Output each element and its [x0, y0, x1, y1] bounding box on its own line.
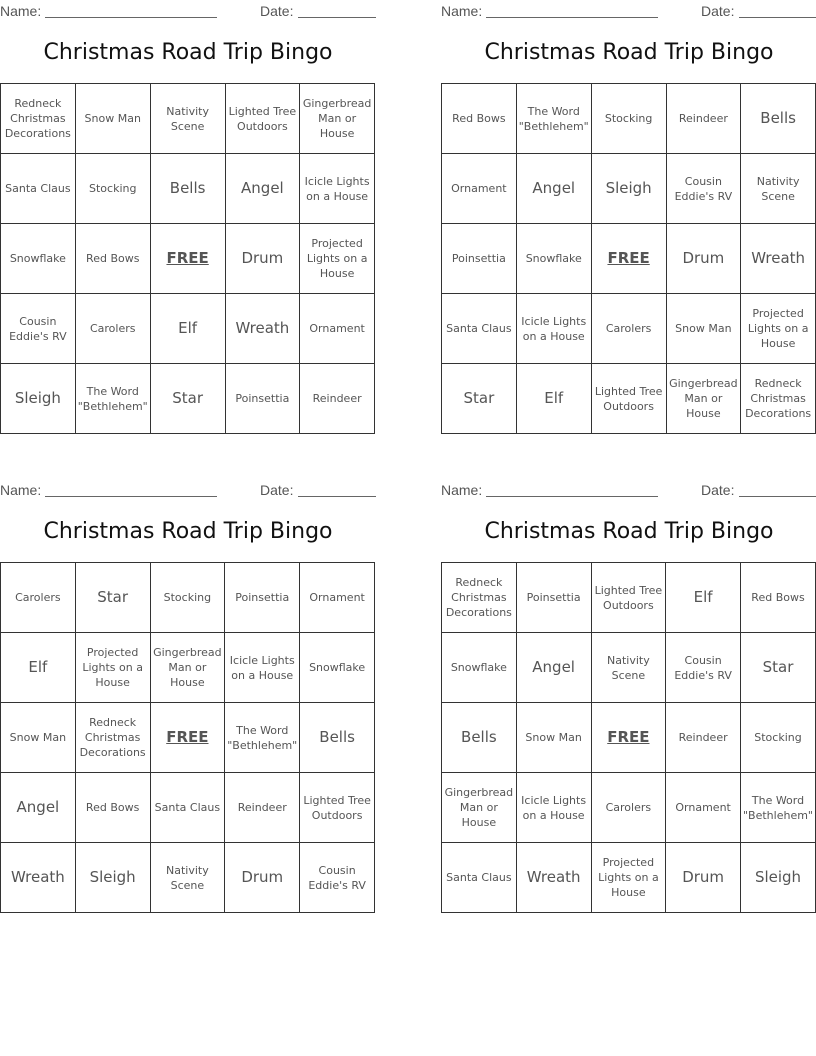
date-label: Date: [260, 482, 294, 498]
name-label: Name: [441, 482, 483, 498]
bingo-cell[interactable]: Icicle Lights on a House [300, 154, 375, 224]
bingo-cell[interactable]: Elf [151, 294, 226, 364]
bingo-cell[interactable]: Poinsettia [442, 224, 517, 294]
bingo-card-1 [0, 0, 376, 440]
bingo-cell[interactable]: Stocking [76, 154, 151, 224]
bingo-cell[interactable]: Reindeer [666, 703, 741, 773]
bingo-cell[interactable]: Red Bows [76, 224, 151, 294]
bingo-cell[interactable]: Snow Man [1, 703, 76, 773]
bingo-cell[interactable]: Star [76, 563, 151, 633]
bingo-cell[interactable]: Icicle Lights on a House [517, 773, 592, 843]
bingo-cell[interactable]: Nativity Scene [741, 154, 816, 224]
bingo-cell[interactable]: Drum [667, 224, 742, 294]
bingo-cell[interactable]: Reindeer [225, 773, 300, 843]
bingo-cell[interactable]: Lighted Tree Outdoors [592, 563, 667, 633]
bingo-cell[interactable]: Gingerbread Man or House [151, 633, 226, 703]
bingo-cell[interactable]: Elf [1, 633, 76, 703]
name-write-line [45, 496, 217, 497]
bingo-cell[interactable]: Nativity Scene [151, 843, 226, 913]
bingo-cell[interactable]: Cousin Eddie's RV [667, 154, 742, 224]
card-header [0, 479, 376, 501]
bingo-cell[interactable]: Drum [226, 224, 301, 294]
bingo-cell[interactable]: The Word "Bethlehem" [741, 773, 816, 843]
name-write-line [45, 17, 217, 18]
bingo-cell[interactable]: Ornament [300, 563, 375, 633]
bingo-cell[interactable]: Cousin Eddie's RV [666, 633, 741, 703]
bingo-cell[interactable]: Snowflake [1, 224, 76, 294]
bingo-cell[interactable]: Star [151, 364, 226, 434]
bingo-cell[interactable]: Red Bows [741, 563, 816, 633]
bingo-cell[interactable]: Lighted Tree Outdoors [226, 84, 301, 154]
bingo-cell[interactable]: Redneck Christmas Decorations [76, 703, 151, 773]
bingo-cell[interactable]: Reindeer [667, 84, 742, 154]
bingo-cell[interactable]: Snowflake [442, 633, 517, 703]
bingo-cell[interactable]: Poinsettia [517, 563, 592, 633]
free-space[interactable]: FREE [592, 703, 667, 773]
bingo-cell[interactable]: Redneck Christmas Decorations [1, 84, 76, 154]
bingo-grid [441, 562, 816, 913]
bingo-cell[interactable]: Snow Man [76, 84, 151, 154]
bingo-cell[interactable]: The Word "Bethlehem" [225, 703, 300, 773]
date-write-line [739, 496, 816, 497]
name-label: Name: [0, 3, 42, 19]
bingo-cell[interactable]: Elf [666, 563, 741, 633]
bingo-grid [0, 83, 375, 434]
bingo-cell[interactable]: Stocking [151, 563, 226, 633]
bingo-cell[interactable]: Redneck Christmas Decorations [442, 563, 517, 633]
date-label: Date: [260, 3, 294, 19]
date-write-line [739, 17, 816, 18]
bingo-cell[interactable]: Reindeer [300, 364, 375, 434]
bingo-cell[interactable]: Snowflake [300, 633, 375, 703]
bingo-cell[interactable]: Red Bows [76, 773, 151, 843]
card-title: Christmas Road Trip Bingo [43, 40, 333, 65]
bingo-cell[interactable]: Bells [442, 703, 517, 773]
card-title: Christmas Road Trip Bingo [484, 519, 774, 544]
bingo-cell[interactable]: Snow Man [517, 703, 592, 773]
bingo-cell[interactable]: Elf [517, 364, 592, 434]
bingo-cell[interactable]: Gingerbread Man or House [300, 84, 375, 154]
bingo-cell[interactable]: Red Bows [442, 84, 517, 154]
bingo-cell[interactable]: Angel [226, 154, 301, 224]
bingo-cell[interactable]: Wreath [741, 224, 816, 294]
bingo-cell[interactable]: Angel [517, 633, 592, 703]
bingo-cell[interactable]: Bells [300, 703, 375, 773]
bingo-grid [0, 562, 375, 913]
card-header [441, 0, 816, 22]
name-write-line [486, 17, 658, 18]
bingo-cell[interactable]: Santa Claus [442, 843, 517, 913]
bingo-cell[interactable]: Snow Man [667, 294, 742, 364]
bingo-cell[interactable]: Redneck Christmas Decorations [741, 364, 816, 434]
date-write-line [298, 496, 376, 497]
bingo-cell[interactable]: Sleigh [741, 843, 816, 913]
bingo-card-2 [441, 0, 816, 440]
bingo-cell[interactable]: Bells [741, 84, 816, 154]
card-header [0, 0, 376, 22]
bingo-cell[interactable]: Icicle Lights on a House [225, 633, 300, 703]
bingo-cell[interactable]: Sleigh [1, 364, 76, 434]
bingo-cell[interactable]: Carolers [1, 563, 76, 633]
bingo-cell[interactable]: Lighted Tree Outdoors [300, 773, 375, 843]
free-space[interactable]: FREE [151, 224, 226, 294]
free-space[interactable]: FREE [151, 703, 226, 773]
bingo-cell[interactable]: Ornament [666, 773, 741, 843]
bingo-cell[interactable]: Wreath [226, 294, 301, 364]
bingo-cell[interactable]: Cousin Eddie's RV [1, 294, 76, 364]
date-write-line [298, 17, 376, 18]
bingo-cell[interactable]: Sleigh [592, 154, 667, 224]
card-header [441, 479, 816, 501]
bingo-cell[interactable]: Stocking [741, 703, 816, 773]
bingo-cell[interactable]: Nativity Scene [592, 633, 667, 703]
name-label: Name: [0, 482, 42, 498]
card-title: Christmas Road Trip Bingo [484, 40, 774, 65]
bingo-cell[interactable]: Star [442, 364, 517, 434]
bingo-cell[interactable]: Sleigh [76, 843, 151, 913]
bingo-cell[interactable]: Projected Lights on a House [741, 294, 816, 364]
date-label: Date: [701, 3, 735, 19]
bingo-cell[interactable]: Wreath [517, 843, 592, 913]
bingo-cell[interactable]: Drum [666, 843, 741, 913]
bingo-cell[interactable]: Angel [1, 773, 76, 843]
bingo-cell[interactable]: Lighted Tree Outdoors [592, 364, 667, 434]
bingo-cell[interactable]: Ornament [300, 294, 375, 364]
bingo-cell[interactable]: Santa Claus [1, 154, 76, 224]
free-space[interactable]: FREE [592, 224, 667, 294]
bingo-cell[interactable]: Ornament [442, 154, 517, 224]
bingo-card-4 [441, 479, 816, 919]
bingo-cell[interactable]: Poinsettia [225, 563, 300, 633]
bingo-cell[interactable]: Santa Claus [442, 294, 517, 364]
bingo-cell[interactable]: Carolers [592, 773, 667, 843]
bingo-grid [441, 83, 816, 434]
bingo-cell[interactable]: Nativity Scene [151, 84, 226, 154]
bingo-cell[interactable]: Projected Lights on a House [76, 633, 151, 703]
bingo-cell[interactable]: Projected Lights on a House [300, 224, 375, 294]
bingo-cell[interactable]: Stocking [592, 84, 667, 154]
name-label: Name: [441, 3, 483, 19]
bingo-cell[interactable]: Carolers [76, 294, 151, 364]
bingo-cell[interactable]: Poinsettia [226, 364, 301, 434]
bingo-cell[interactable]: Carolers [592, 294, 667, 364]
card-title: Christmas Road Trip Bingo [43, 519, 333, 544]
bingo-cell[interactable]: Gingerbread Man or House [667, 364, 742, 434]
bingo-cell[interactable]: Santa Claus [151, 773, 226, 843]
bingo-cell[interactable]: Drum [225, 843, 300, 913]
bingo-cell[interactable]: Wreath [1, 843, 76, 913]
bingo-cell[interactable]: Icicle Lights on a House [517, 294, 592, 364]
date-label: Date: [701, 482, 735, 498]
bingo-cell[interactable]: The Word "Bethlehem" [517, 84, 592, 154]
bingo-cell[interactable]: Cousin Eddie's RV [300, 843, 375, 913]
bingo-cell[interactable]: Gingerbread Man or House [442, 773, 517, 843]
bingo-cell[interactable]: Angel [517, 154, 592, 224]
bingo-cell[interactable]: The Word "Bethlehem" [76, 364, 151, 434]
name-write-line [486, 496, 658, 497]
bingo-cell[interactable]: Bells [151, 154, 226, 224]
bingo-card-3 [0, 479, 376, 919]
bingo-cell[interactable]: Snowflake [517, 224, 592, 294]
bingo-cell[interactable]: Projected Lights on a House [592, 843, 667, 913]
bingo-cell[interactable]: Star [741, 633, 816, 703]
